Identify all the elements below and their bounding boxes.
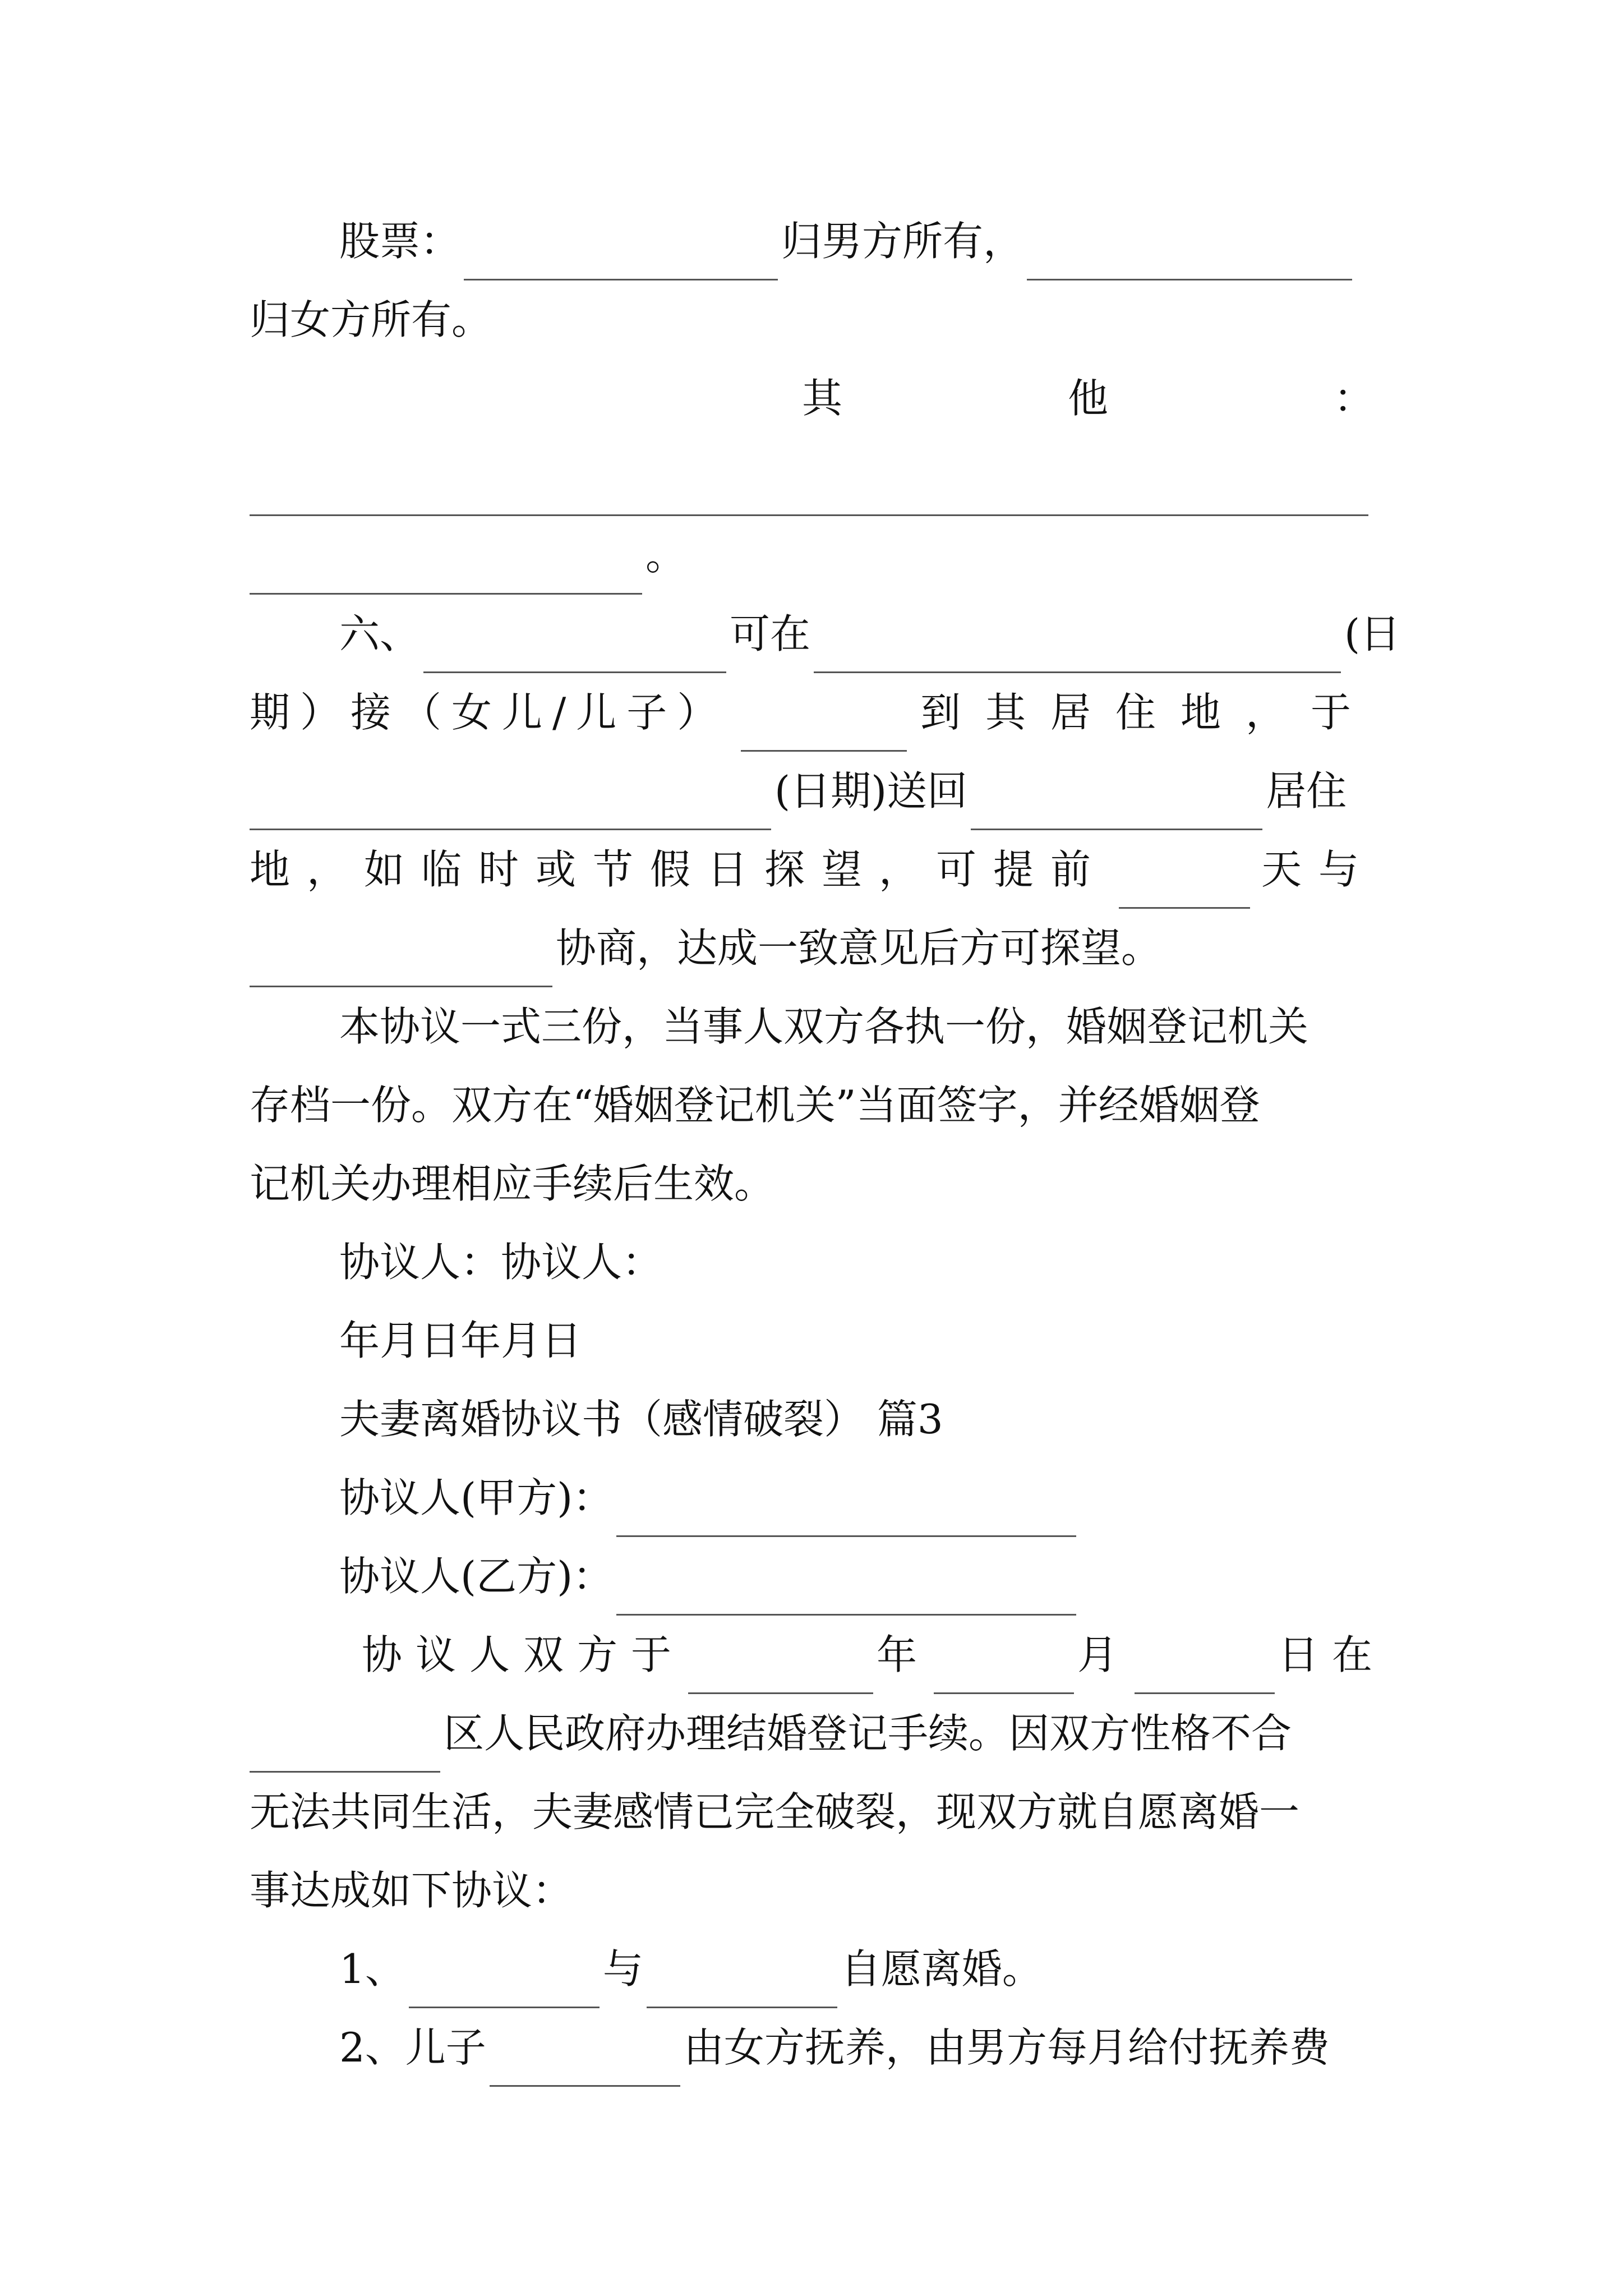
clause-six-line-3 <box>250 752 1376 830</box>
clause-text: 地，如临时或节假日探望，可提前 <box>250 846 1108 893</box>
clause-number: 六、 <box>339 610 421 657</box>
clause-six-line-2 <box>250 673 1376 752</box>
blank-field[interactable] <box>250 793 771 830</box>
blank-field[interactable] <box>971 793 1262 830</box>
marriage-date-line <box>250 1616 1488 1694</box>
party-a-line <box>250 1458 1465 1537</box>
stock-line <box>250 202 1465 280</box>
clause-text: (日期)送回 <box>774 767 968 815</box>
stock-line-2 <box>250 280 1376 359</box>
item-1-line <box>250 1930 1465 2008</box>
paragraph-text: 事达成如下协议： <box>250 1867 573 1914</box>
blank-field[interactable] <box>250 950 552 987</box>
clause-text: 居住 <box>1266 767 1347 815</box>
section-title-text: 夫妻离婚协议书（感情破裂） 篇3 <box>339 1396 943 1443</box>
clause-six-line <box>250 595 1465 673</box>
stock-male-text: 归男方所有， <box>781 218 1024 265</box>
item-2-line <box>250 2008 1465 2087</box>
month-label: 月 <box>1077 1631 1132 1678</box>
paragraph-text: 协议人双方于 <box>362 1631 685 1678</box>
blank-line-end <box>250 516 1376 595</box>
paragraph-text: 无法共同生活，夫妻感情已完全破裂，现双方就自愿离婚一 <box>250 1788 1300 1835</box>
party-a-field[interactable] <box>616 1499 1076 1537</box>
stock-female-text: 归女方所有。 <box>250 296 492 343</box>
paragraph-line <box>250 1066 1376 1144</box>
blank-field[interactable] <box>741 714 907 752</box>
date-line <box>250 1301 1465 1380</box>
item-text: 由女方抚养，由男方每月给付抚养费 <box>683 2024 1330 2071</box>
paragraph-text: 存档一份。双方在“婚姻登记机关”当面签字，并经婚姻登 <box>250 1082 1260 1129</box>
paragraph-text: 记机关办理相应手续后生效。 <box>250 1160 775 1207</box>
clause-text: 可在 <box>730 610 811 657</box>
paragraph-line <box>250 1694 1376 1773</box>
signatories-text: 协议人：协议人： <box>339 1239 663 1286</box>
blank-field[interactable] <box>814 636 1341 673</box>
blank-field[interactable] <box>1027 243 1352 280</box>
other-char-2: 他 <box>1067 375 1108 422</box>
district-field[interactable] <box>250 1735 440 1773</box>
paragraph-line <box>250 1144 1376 1223</box>
clause-text: 到其居住地，于 <box>920 689 1376 736</box>
item-text: 与 <box>602 1945 643 1993</box>
clause-text: 天与 <box>1261 846 1376 893</box>
stock-label: 股票： <box>339 218 461 265</box>
blank-field[interactable] <box>250 478 1368 516</box>
blank-field[interactable] <box>409 1971 600 2008</box>
clause-text: (日 <box>1344 610 1401 657</box>
blank-field[interactable] <box>250 557 642 595</box>
blank-field[interactable] <box>647 1971 837 2008</box>
party-b-label: 协议人(乙方)： <box>339 1553 614 1600</box>
paragraph-line <box>250 1851 1376 1930</box>
year-label: 年 <box>877 1631 931 1678</box>
period: 。 <box>645 532 686 579</box>
paragraph-line <box>250 1773 1376 1851</box>
clause-text: 协商，达成一致意见后方可探望。 <box>556 924 1162 972</box>
year-field[interactable] <box>688 1657 873 1694</box>
party-b-field[interactable] <box>616 1578 1076 1616</box>
date-text: 年月日年月日 <box>339 1317 582 1364</box>
party-b-line <box>250 1537 1465 1616</box>
blank-field[interactable] <box>464 243 778 280</box>
day-field[interactable] <box>1135 1657 1275 1694</box>
party-a-label: 协议人(甲方)： <box>339 1474 614 1521</box>
blank-field[interactable] <box>423 636 726 673</box>
blank-line <box>250 438 1376 516</box>
item-text: 自愿离婚。 <box>840 1945 1043 1993</box>
clause-six-line-5 <box>250 909 1376 987</box>
other-line <box>802 359 1374 438</box>
item-text: 2、儿子 <box>339 2024 486 2071</box>
section-title <box>250 1380 1465 1458</box>
other-char-1: 其 <box>802 375 843 422</box>
item-number: 1、 <box>339 1945 405 1993</box>
clause-six-line-4 <box>250 830 1376 909</box>
clause-text: 期）接（女儿/儿子） <box>250 689 728 736</box>
other-colon: ： <box>1333 375 1374 422</box>
blank-field[interactable] <box>490 2049 680 2087</box>
signatories-line <box>250 1223 1465 1301</box>
blank-field[interactable] <box>1119 871 1250 909</box>
paragraph-text: 本协议一式三份，当事人双方各执一份，婚姻登记机关 <box>339 1003 1309 1050</box>
paragraph-text: 区人民政府办理结婚登记手续。因双方性格不合 <box>444 1710 1292 1757</box>
paragraph-line <box>250 987 1465 1066</box>
paragraph-text: 日在 <box>1278 1631 1386 1678</box>
month-field[interactable] <box>934 1657 1074 1694</box>
